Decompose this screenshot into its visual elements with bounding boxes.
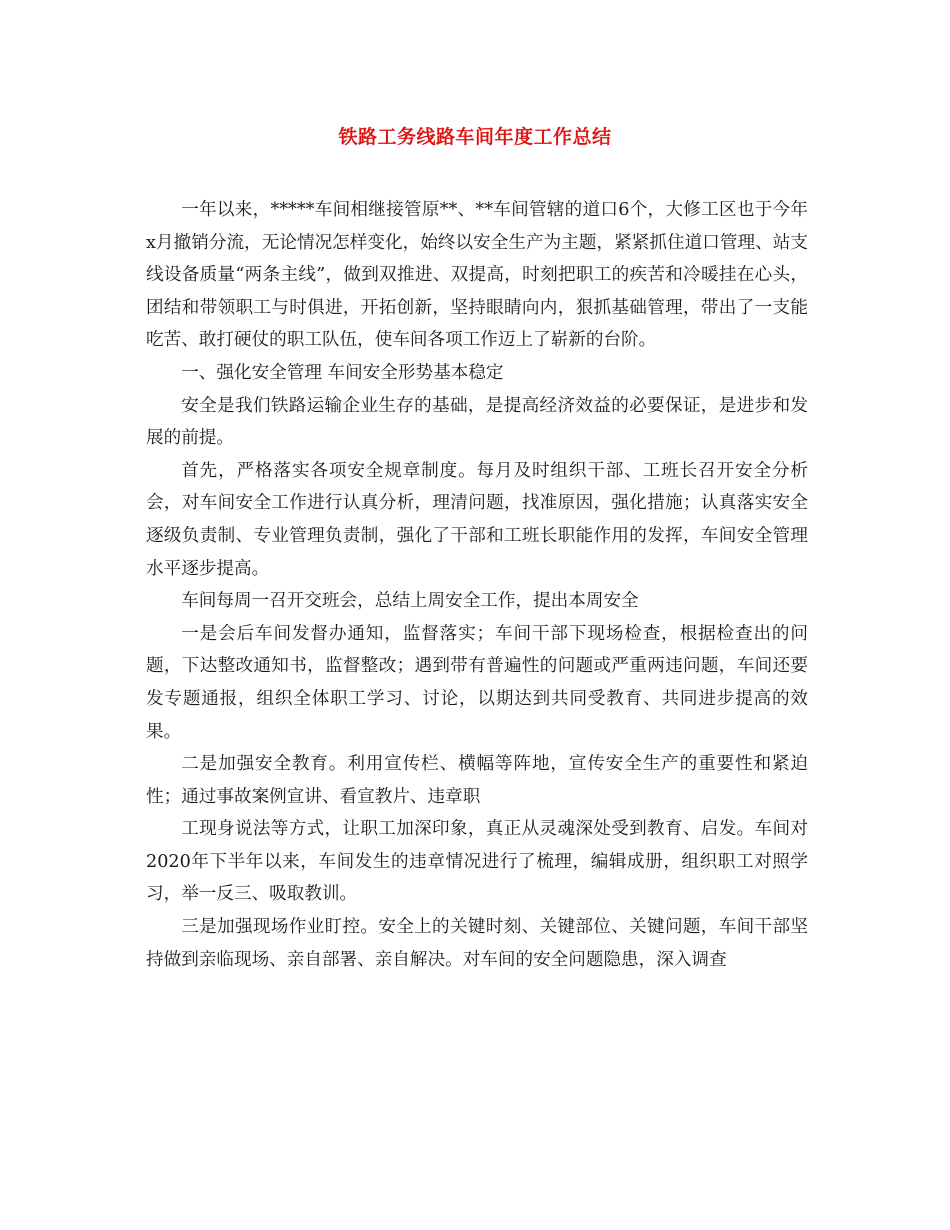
paragraph: 安全是我们铁路运输企业生存的基础，是提高经济效益的必要保证，是进步和发展的前提。 [146, 395, 808, 449]
paragraph: 二是加强安全教育。利用宣传栏、横幅等阵地，宣传安全生产的重要性和紧迫性；通过事故案例宣讲、看宣教片、违章职 [146, 754, 808, 807]
document-body [146, 194, 808, 976]
paragraph: 一年以来，*****车间相继接管原**、**车间管辖的道口6个，大修工区也于今年x月撤销分流，无论情况怎样变化，始终以安全生产为主题，紧紧抓住道口管理、站支线设备质量“两条主线”，做到双推进、双提高，时刻把职工的疾苦和冷暖挂在心头，团结和带领职工与时俱进，开拓创新，坚持眼睛向内，狠抓基础管理，带出了一支能吃苦、敢打硬仗的职工队伍，使车间各项工作迈上了崭新的台阶。 [146, 200, 808, 351]
paragraph: 一是会后车间发督办通知，监督落实；车间干部下现场检查，根据检查出的问题，下达整改通知书，监督整改；遇到带有普遍性的问题或严重两违问题，车间还要发专题通报，组织全体职工学习、讨论，以期达到共同受教育、共同进步提高的效果。 [146, 623, 808, 742]
paragraph: 工现身说法等方式，让职工加深印象，真正从灵魂深处受到教育、启发。车间对2020年下半年以来，车间发生的违章情况进行了梳理，编辑成册，组织职工对照学习，举一反三、吸取教训。 [146, 819, 808, 905]
document-title: 铁路工务线路车间年度工作总结 [338, 126, 612, 148]
section-heading: 一、强化安全管理 车间安全形势基本稳定 [181, 362, 504, 383]
paragraph: 车间每周一召开交班会，总结上周安全工作，提出本周安全 [181, 591, 639, 612]
paragraph: 首先，严格落实各项安全规章制度。每月及时组织干部、工班长召开安全分析会，对车间安全工作进行认真分析，理清问题，找准原因，强化措施；认真落实安全逐级负责制、专业管理负责制，强化了干部和工班长职能作用的发挥，车间安全管理水平逐步提高。 [146, 460, 808, 579]
paragraph: 三是加强现场作业盯控。安全上的关键时刻、关键部位、关键问题，车间干部坚持做到亲临现场、亲自部署、亲自解决。对车间的安全问题隐患，深入调查 [146, 917, 808, 970]
